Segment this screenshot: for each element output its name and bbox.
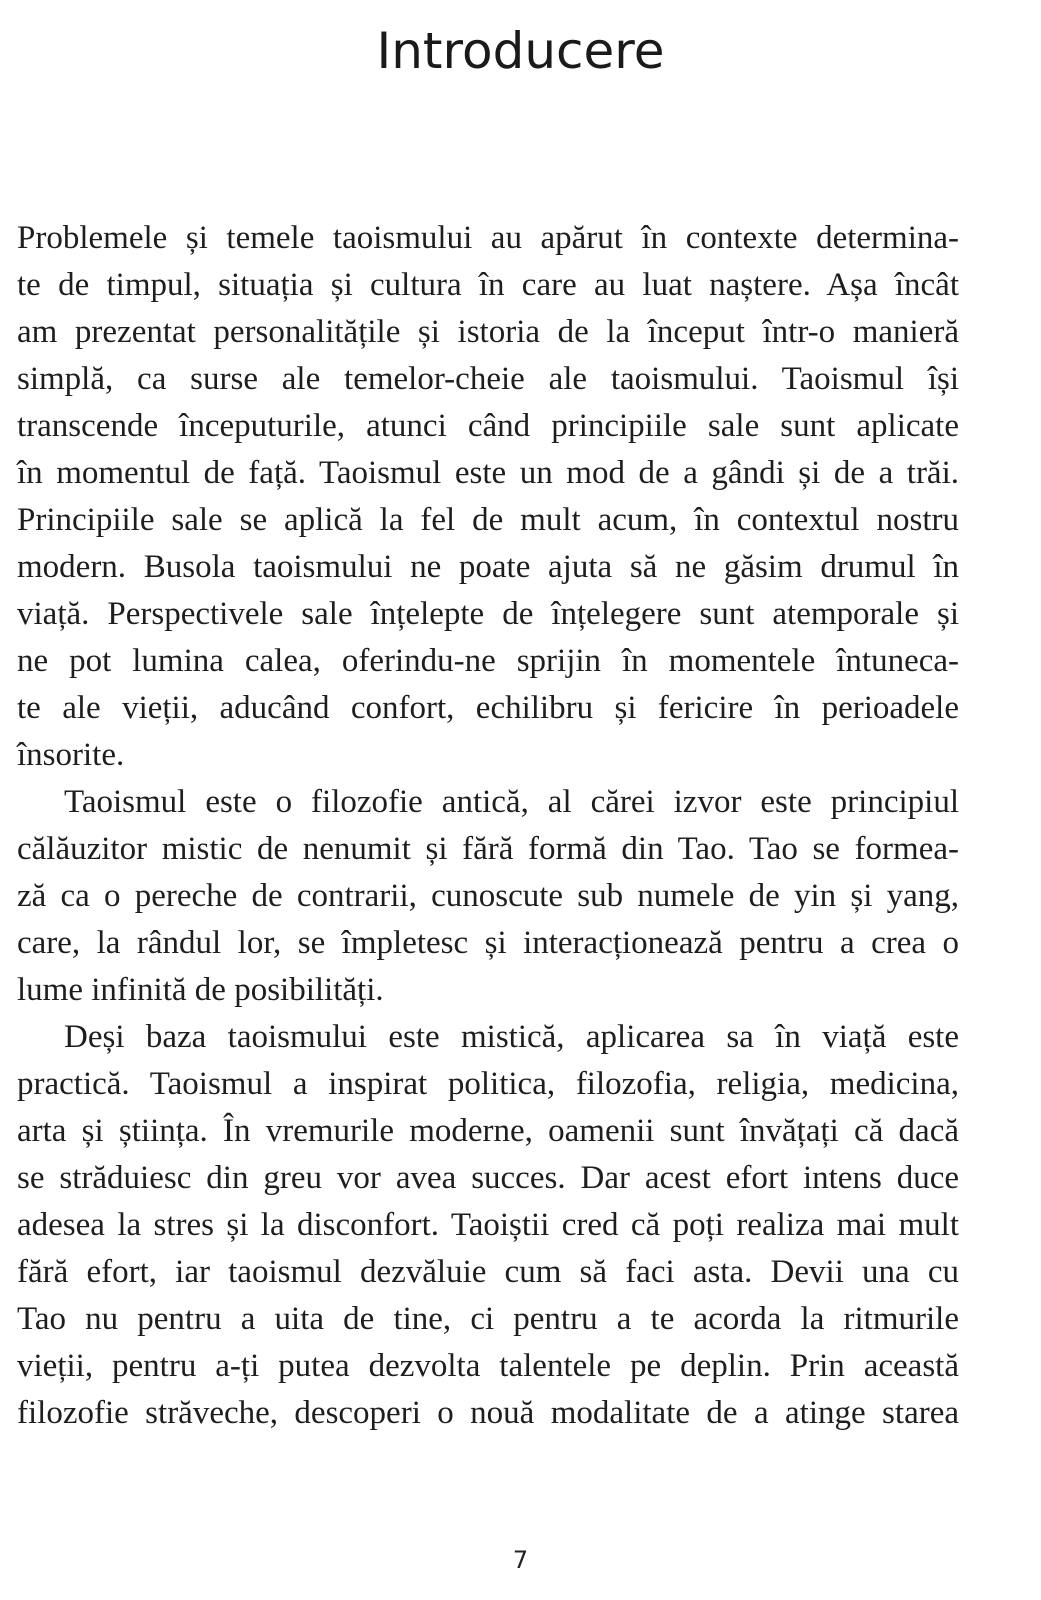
- text-line: filozofie străveche, descoperi o nouă modalitate de a atinge starea: [17, 1395, 959, 1431]
- text-line: se străduiesc din greu vor avea succes. Dar acest efort intens duce: [17, 1160, 959, 1196]
- chapter-title: Introducere: [376, 22, 665, 80]
- text-line: ne pot lumina calea, oferindu-ne sprijin în momentele întuneca-: [17, 643, 959, 679]
- text-line: fără efort, iar taoismul dezvăluie cum să faci asta. Devii una cu: [17, 1254, 959, 1290]
- text-line: te ale vieții, aducând confort, echilibru și fericire în perioadele: [17, 690, 959, 726]
- text-line: viață. Perspectivele sale înțelepte de înțelegere sunt atemporale și: [17, 596, 959, 632]
- text-line: Problemele și temele taoismului au apărut în contexte determina-: [17, 220, 959, 256]
- body-text: [17, 215, 959, 1437]
- text-line: însorite.: [17, 737, 125, 773]
- text-line: practică. Taoismul a inspirat politica, filozofia, religia, medicina,: [17, 1066, 959, 1102]
- text-line: călăuzitor mistic de nenumit și fără formă din Tao. Tao se formea-: [17, 831, 959, 867]
- text-line: transcende începuturile, atunci când principiile sale sunt aplicate: [17, 408, 959, 444]
- text-line: modern. Busola taoismului ne poate ajuta să ne găsim drumul în: [17, 549, 959, 585]
- text-line: arta și știința. În vremurile moderne, oamenii sunt învățați că dacă: [17, 1113, 959, 1149]
- page-number: 7: [512, 1546, 529, 1574]
- text-line: Taoismul este o filozofie antică, al cărei izvor este principiul: [64, 784, 959, 820]
- text-line: simplă, ca surse ale temelor-cheie ale taoismului. Taoismul își: [17, 361, 959, 397]
- text-line: am prezentat personalitățile și istoria de la început într-o manieră: [17, 314, 959, 350]
- text-line: care, la rândul lor, se împletesc și interacționează pentru a crea o: [17, 925, 959, 961]
- text-line: te de timpul, situația și cultura în care au luat naștere. Așa încât: [17, 267, 959, 303]
- text-line: adesea la stres și la disconfort. Taoiștii cred că poți realiza mai mult: [17, 1207, 959, 1243]
- text-line: lume infinită de posibilități.: [17, 972, 384, 1008]
- text-line: Principiile sale se aplică la fel de mult acum, în contextul nostru: [17, 502, 959, 538]
- text-line: Deși baza taoismului este mistică, aplicarea sa în viață este: [64, 1019, 959, 1055]
- text-line: vieții, pentru a-ți putea dezvolta talentele pe deplin. Prin această: [17, 1348, 959, 1384]
- text-line: în momentul de față. Taoismul este un mod de a gândi și de a trăi.: [17, 455, 959, 491]
- text-line: ză ca o pereche de contrarii, cunoscute sub numele de yin și yang,: [17, 878, 959, 914]
- text-line: Tao nu pentru a uita de tine, ci pentru a te acorda la ritmurile: [17, 1301, 959, 1337]
